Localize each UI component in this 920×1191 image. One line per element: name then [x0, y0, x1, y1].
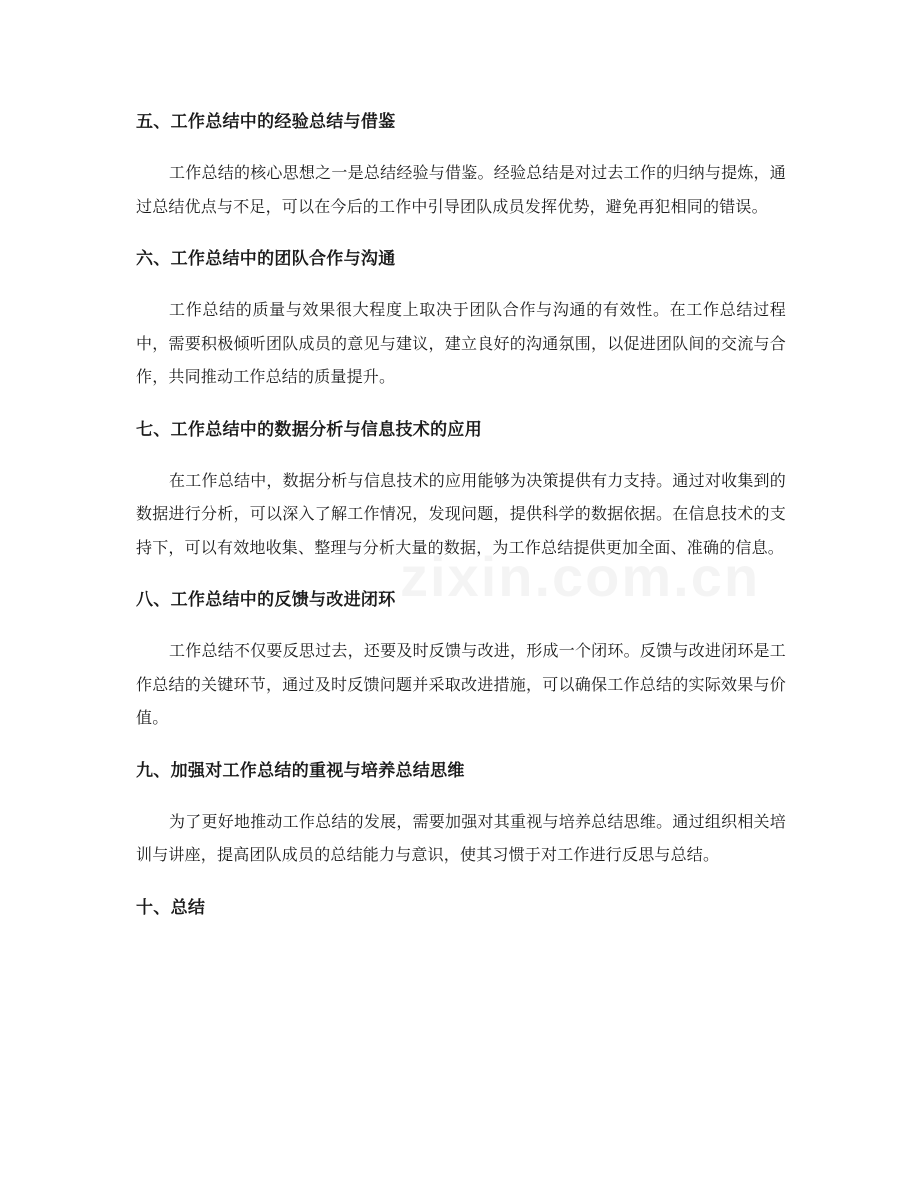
section-heading: 七、工作总结中的数据分析与信息技术的应用: [136, 419, 482, 440]
section-8: [136, 584, 786, 735]
section-heading: 六、工作总结中的团队合作与沟通: [136, 249, 396, 269]
section-paragraph: 工作总结的核心思想之一是总结经验与借鉴。经验总结是对过去工作的归纳与提炼，通过总结优点与不足，可以在今后的工作中引导团队成员发挥优势，避免再犯相同的错误。: [136, 163, 786, 216]
section-paragraph: 工作总结的质量与效果很大程度上取决于团队合作与沟通的有效性。在工作总结过程中，需要积极倾听团队成员的意见与建议，建立良好的沟通氛围，以促进团队间的交流与合作，共同推动工作总结的质量提升。: [136, 300, 786, 386]
section-6: [136, 243, 786, 394]
section-heading: 五、工作总结中的经验总结与借鉴: [136, 112, 396, 132]
section-10: [136, 892, 786, 924]
section-7: [136, 414, 786, 565]
section-5: [136, 106, 786, 223]
section-paragraph: 工作总结不仅要反思过去，还要及时反馈与改进，形成一个闭环。反馈与改进闭环是工作总结的关键环节，通过及时反馈问题并采取改进措施，可以确保工作总结的实际效果与价值。: [136, 641, 786, 727]
section-heading: 十、总结: [136, 897, 206, 918]
section-heading: 九、加强对工作总结的重视与培养总结思维: [136, 760, 465, 781]
section-heading: 八、工作总结中的反馈与改进闭环: [136, 590, 396, 610]
section-paragraph: 为了更好地推动工作总结的发展，需要加强对其重视与培养总结思维。通过组织相关培训与讲座，提高团队成员的总结能力与意识，使其习惯于对工作进行反思与总结。: [136, 811, 786, 864]
document-content: [136, 106, 786, 942]
section-9: [136, 755, 786, 872]
section-paragraph: 在工作总结中，数据分析与信息技术的应用能够为决策提供有力支持。通过对收集到的数据进行分析，可以深入了解工作情况，发现问题，提供科学的数据依据。在信息技术的支持下，可以有效地收集、整理与分析大量的数据，为工作总结提供更加全面、准确的信息。: [136, 470, 786, 557]
